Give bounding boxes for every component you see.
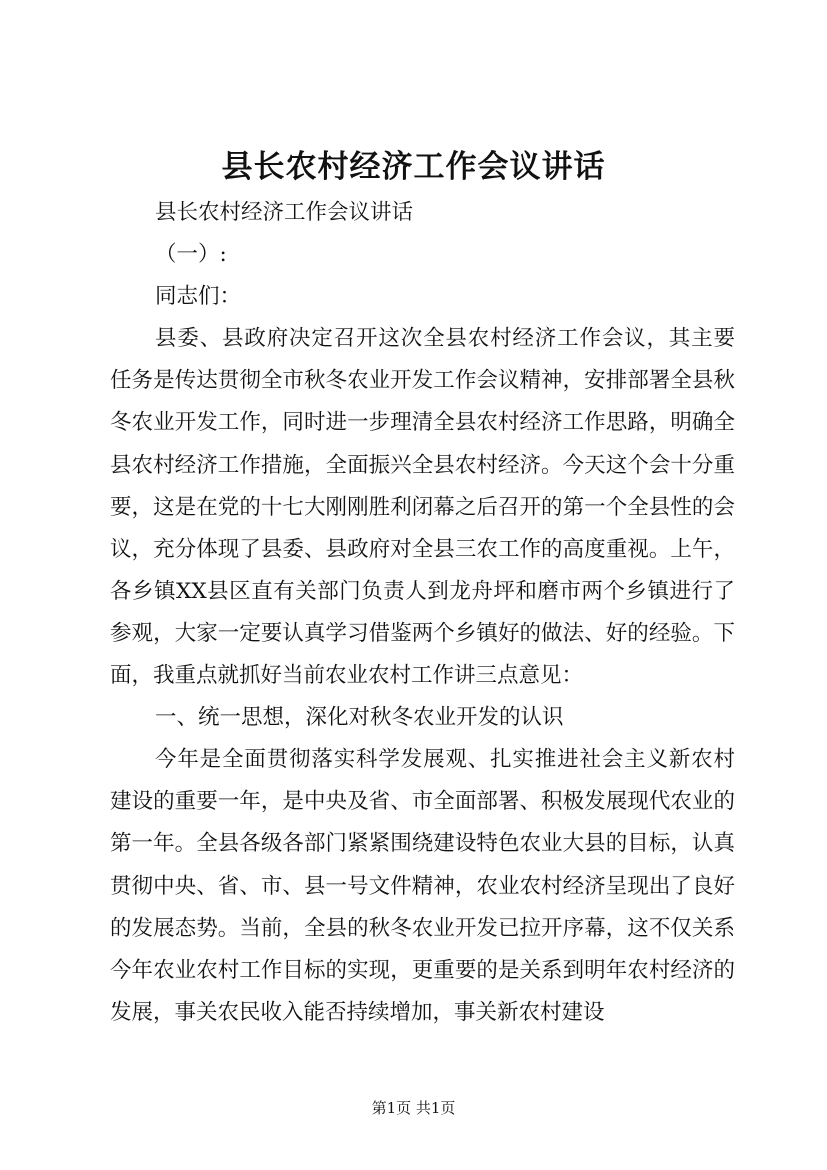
section-heading-1: 一、统一思想，深化对秋冬农业开发的认识	[155, 705, 564, 731]
document-title: 县长农村经济工作会议讲话	[221, 149, 606, 185]
salutation: 同志们：	[155, 284, 242, 310]
section-marker: （一）:	[155, 242, 227, 268]
subtitle-line: 县长农村经济工作会议讲话	[155, 200, 414, 225]
page-footer: 第1页 共1页	[371, 1099, 456, 1117]
paragraph-2: 今年是全面贯彻落实科学发展观、扎实推进社会主义新农村建设的重要一年，是中央及省、市全面部署、积极发展现代农业的第一年。全县各级各部门紧紧围绕建设特色农业大县的目标，认真贯彻中央、省、市、县一号文件精神，农业农村经济呈现出了良好的发展态势。当前，全县的秋冬农业开发已拉开序幕，这不仅关系今年农业农村工作目标的实现，更重要的是关系到明年农村经济的发展，事关农民收入能否持续增加，事关新农村建设	[110, 747, 735, 1025]
paragraph-1: 县委、县政府决定召开这次全县农村经济工作会议，其主要任务是传达贯彻全市秋冬农业开发工作会议精神，安排部署全县秋冬农业开发工作，同时进一步理清全县农村经济工作思路，明确全县农村经济工作措施，全面振兴全县农村经济。今天这个会十分重要，这是在党的十七大刚刚胜利闭幕之后召开的第一个全县性的会议，充分体现了县委、县政府对全县三农工作的高度重视。上午，各乡镇XX县区直有关部门负责人到龙舟坪和磨市两个乡镇进行了参观，大家一定要认真学习借鉴两个乡镇好的做法、好的经验。下面，我重点就抓好当前农业农村工作讲三点意见：	[110, 326, 735, 689]
document-body	[110, 192, 735, 1034]
